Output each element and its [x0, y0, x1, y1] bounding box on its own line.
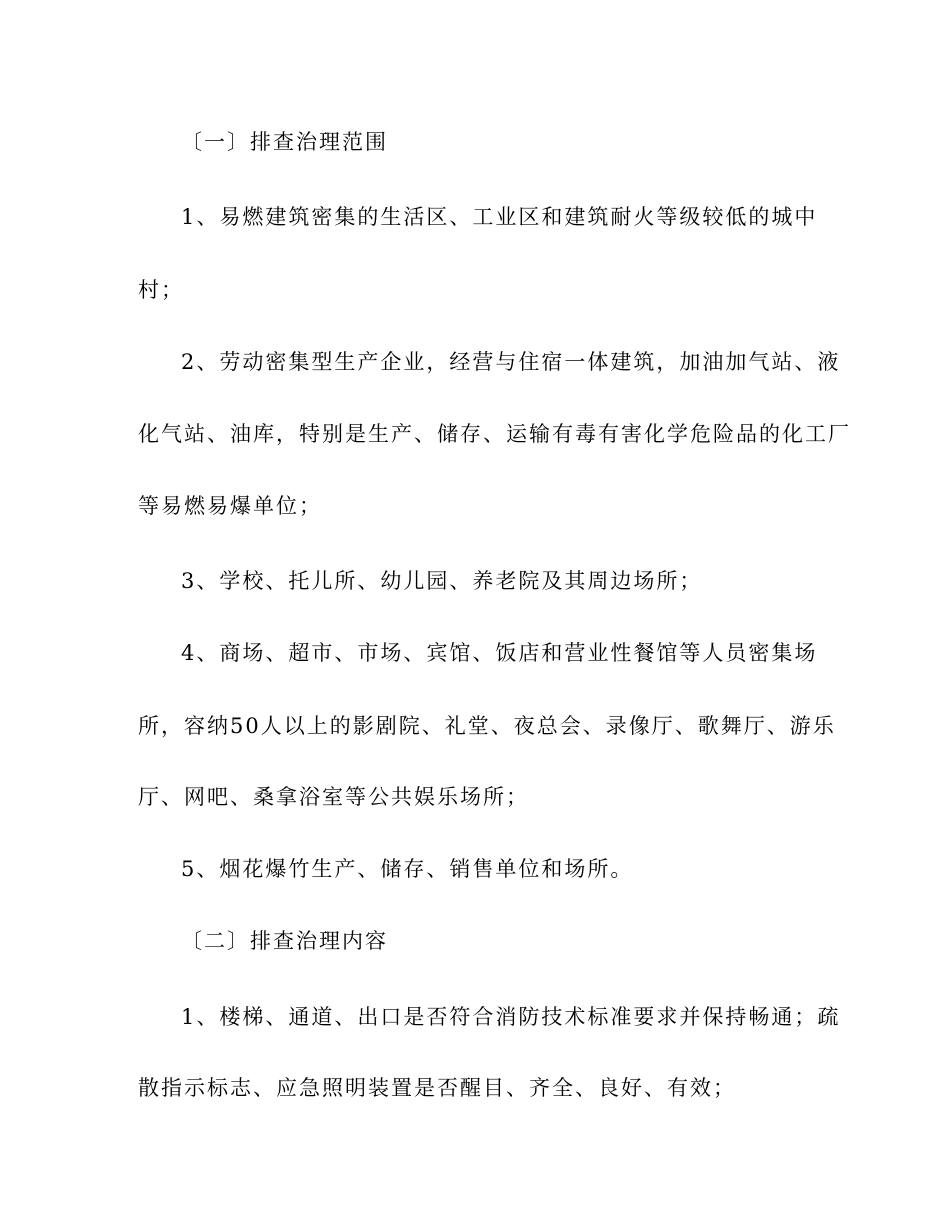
- paragraph-line: 化气站、油库，特别是生产、储存、运输有毒有害化学危险品的化工厂: [138, 422, 851, 446]
- paragraph-line: 1、易燃建筑密集的生活区、工业区和建筑耐火等级较低的城中: [181, 205, 818, 229]
- paragraph-line: 所，容纳50人以上的影剧院、礼堂、夜总会、录像厅、歌舞厅、游乐: [138, 714, 836, 738]
- section-heading-2: 〔二〕排查治理内容: [181, 929, 388, 953]
- paragraph-line: 3、学校、托儿所、幼儿园、养老院及其周边场所；: [181, 569, 703, 593]
- paragraph-line: 1、楼梯、通道、出口是否符合消防技术标准要求并保持畅通；疏: [181, 1005, 841, 1029]
- paragraph-line: 2、劳动密集型生产企业，经营与住宿一体建筑，加油加气站、液: [181, 350, 841, 374]
- paragraph-line: 厅、网吧、桑拿浴室等公共娱乐场所；: [138, 785, 529, 809]
- section-heading-1: 〔一〕排查治理范围: [181, 130, 388, 154]
- paragraph-line: 散指示标志、应急照明装置是否醒目、齐全、良好、有效；: [138, 1076, 736, 1100]
- paragraph-line: 5、烟花爆竹生产、储存、销售单位和场所。: [181, 857, 634, 881]
- paragraph-line: 村；: [138, 278, 184, 302]
- paragraph-line: 4、商场、超市、市场、宾馆、饭店和营业性餐馆等人员密集场: [181, 641, 818, 665]
- paragraph-line: 等易燃易爆单位；: [138, 494, 322, 518]
